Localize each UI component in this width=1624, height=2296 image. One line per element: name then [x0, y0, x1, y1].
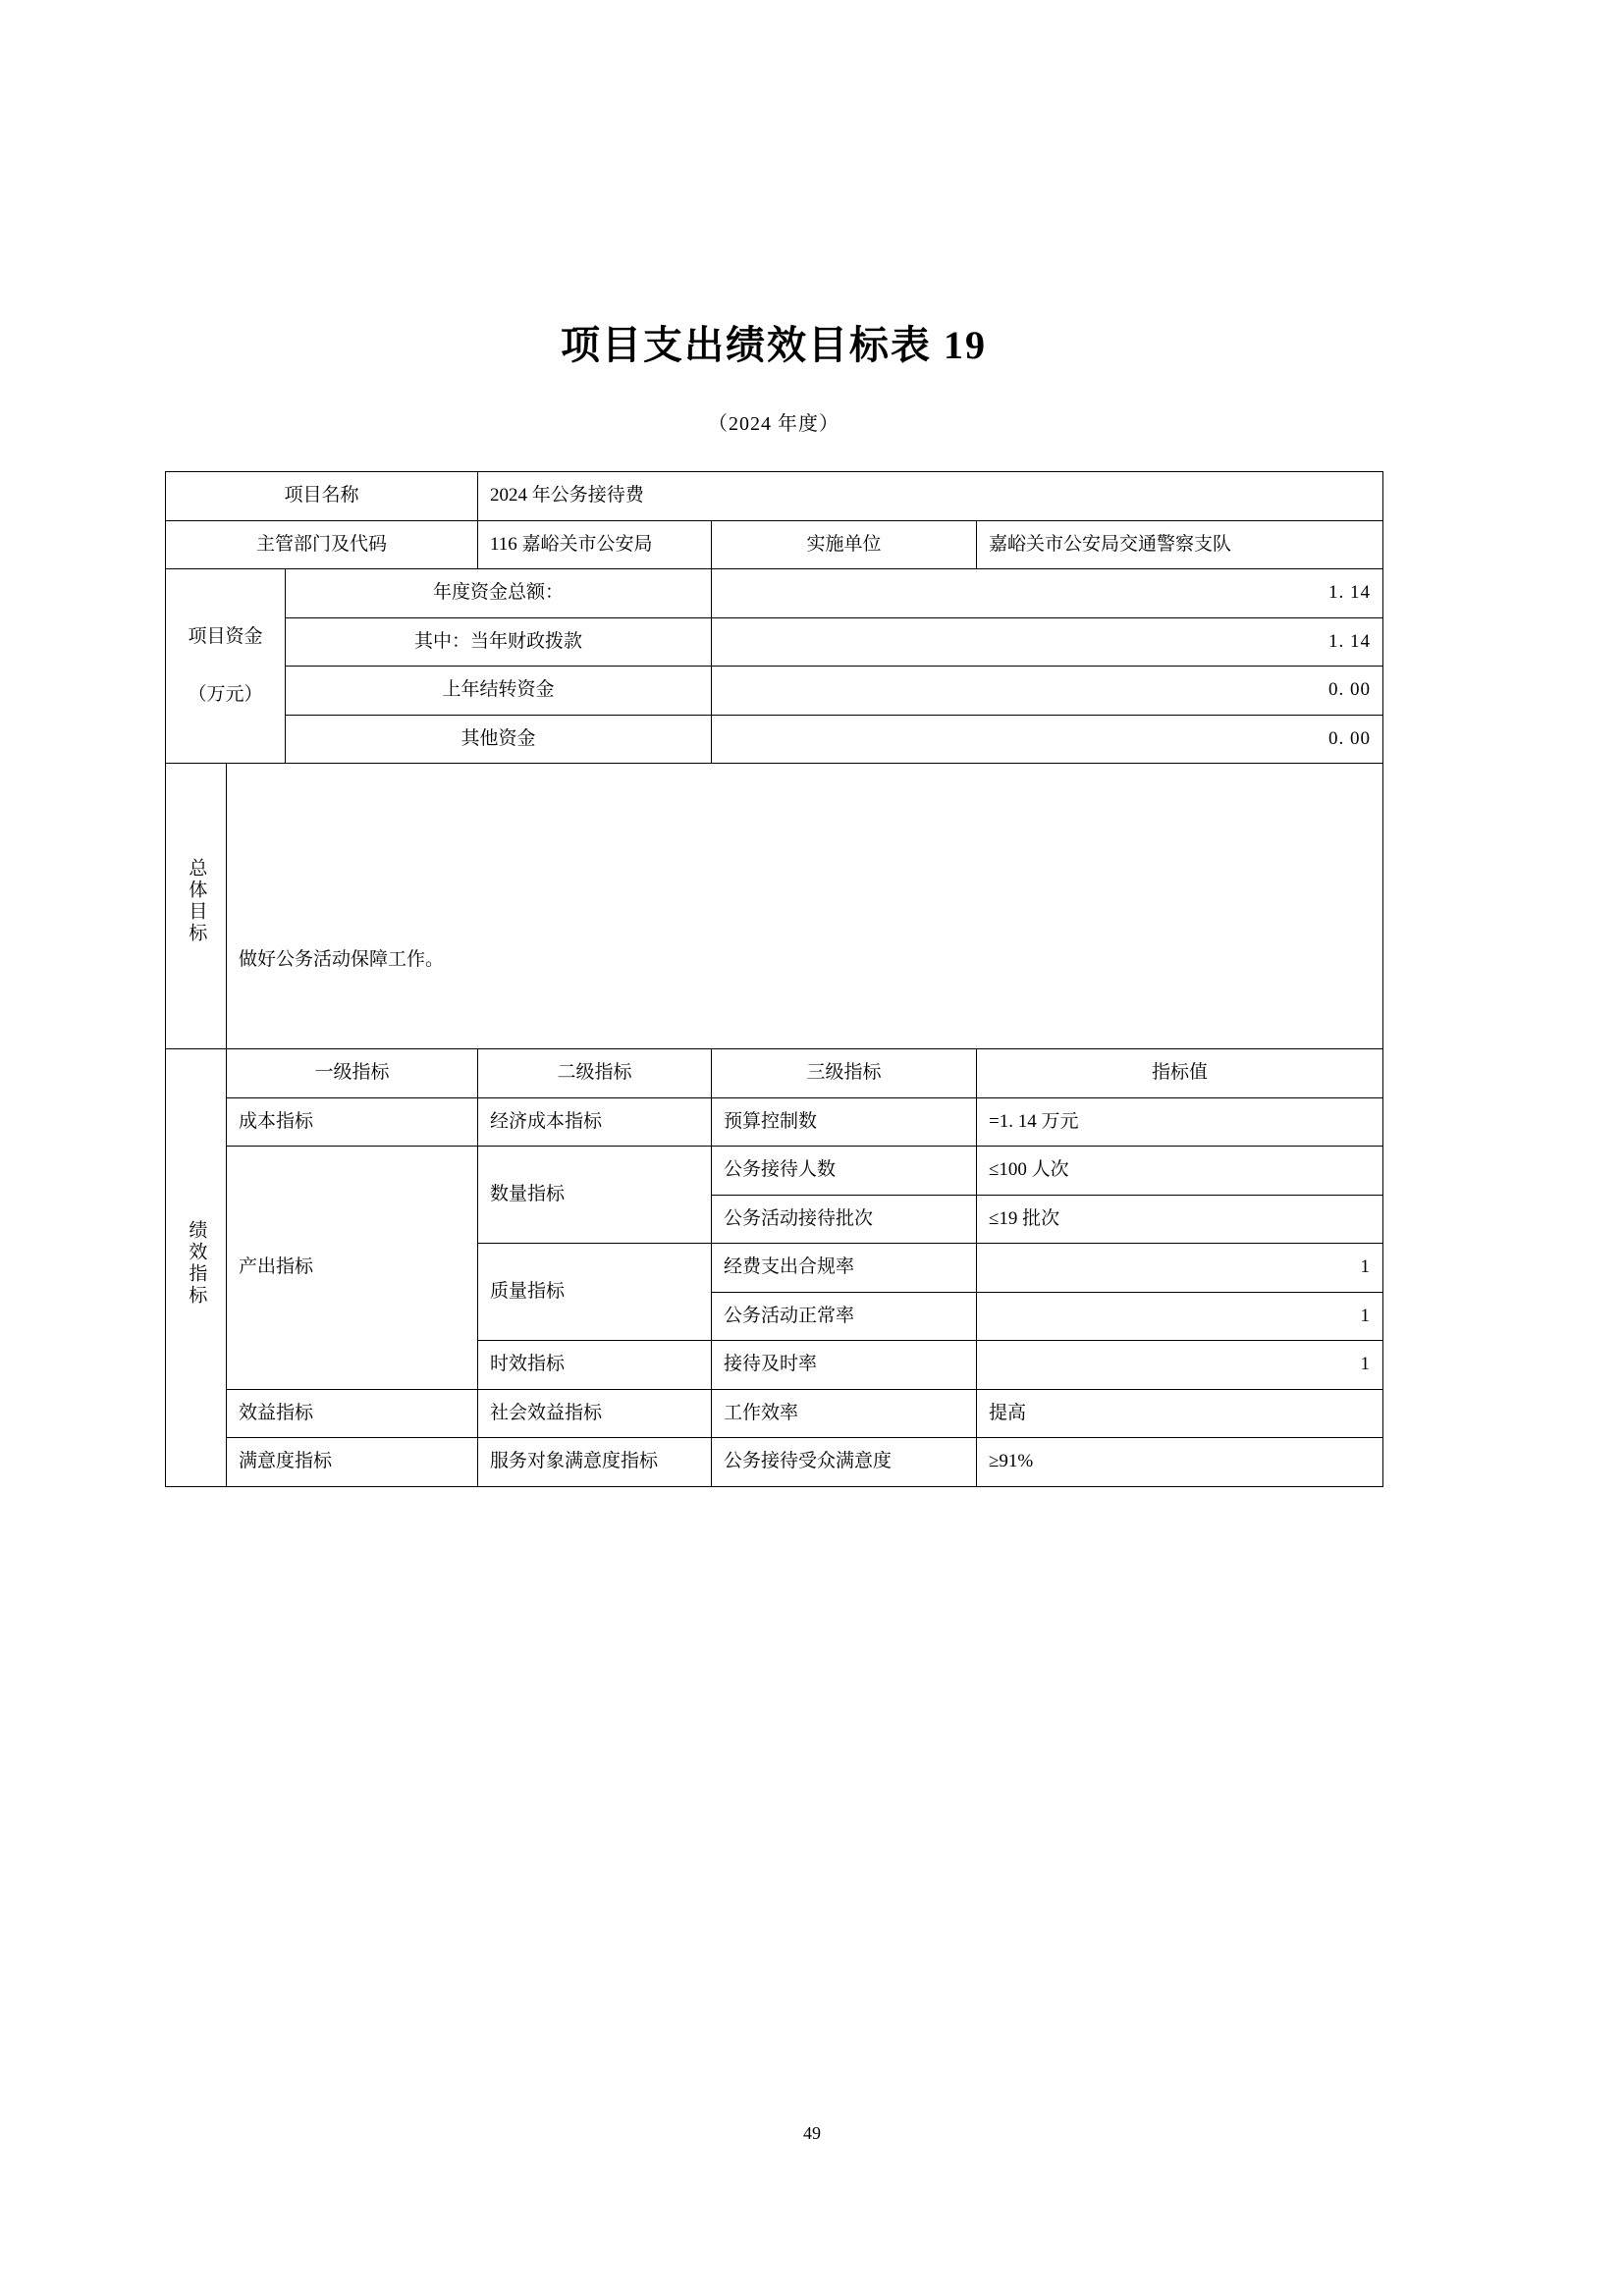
department-value: 116 嘉峪关市公安局 [478, 520, 712, 569]
table-row-overall-goal [166, 764, 1383, 1049]
indicator-level3: 预算控制数 [712, 1097, 977, 1147]
funds-row-value: 0. 00 [712, 715, 1383, 764]
page-content [165, 0, 1382, 1487]
indicator-value: ≥91% [977, 1438, 1383, 1487]
indicator-level2: 质量指标 [478, 1244, 712, 1341]
funds-row-name: 其中：当年财政拨款 [286, 617, 712, 667]
page-subtitle: （2024 年度） [708, 413, 839, 435]
project-funds-label-line2: （万元） [188, 683, 263, 705]
indicator-header-level1: 一级指标 [227, 1049, 478, 1098]
table-row-project-name [166, 472, 1383, 521]
overall-goal-label [166, 764, 227, 1049]
funds-row-name: 其他资金 [286, 715, 712, 764]
indicator-level1: 满意度指标 [227, 1438, 478, 1487]
indicator-value: 提高 [977, 1389, 1383, 1438]
implementation-unit-value: 嘉峪关市公安局交通警察支队 [977, 520, 1383, 569]
project-name-value: 2024 年公务接待费 [478, 472, 1383, 521]
indicator-header-level3: 三级指标 [712, 1049, 977, 1098]
funds-row-value: 1. 14 [712, 569, 1383, 618]
table-row-funds-total [166, 569, 1383, 618]
indicator-level2: 数量指标 [478, 1147, 712, 1244]
overall-goal-text-cell [227, 764, 1383, 1049]
indicator-level1: 产出指标 [227, 1147, 478, 1390]
funds-row-value: 1. 14 [712, 617, 1383, 667]
indicator-level3: 公务接待受众满意度 [712, 1438, 977, 1487]
indicator-level2: 时效指标 [478, 1341, 712, 1390]
indicator-value: 1 [977, 1292, 1383, 1341]
performance-target-table [165, 471, 1383, 1487]
funds-row-value: 0. 00 [712, 667, 1383, 716]
indicator-level2: 社会效益指标 [478, 1389, 712, 1438]
table-row-funds-carryover [166, 667, 1383, 716]
implementation-unit-label: 实施单位 [712, 520, 977, 569]
indicator-level1: 成本指标 [227, 1097, 478, 1147]
table-row-funds-other [166, 715, 1383, 764]
page-title: 项目支出绩效目标表 19 [561, 323, 987, 367]
indicator-level2: 服务对象满意度指标 [478, 1438, 712, 1487]
overall-goal-text: 做好公务活动保障工作。 [239, 948, 445, 970]
funds-row-name: 年度资金总额： [286, 569, 712, 618]
department-label: 主管部门及代码 [166, 520, 478, 569]
indicator-level3: 公务活动接待批次 [712, 1195, 977, 1244]
project-funds-label [166, 569, 286, 764]
indicator-level1: 效益指标 [227, 1389, 478, 1438]
page-number: 49 [803, 2123, 821, 2143]
project-funds-label-line1: 项目资金 [188, 626, 263, 647]
indicator-level3: 接待及时率 [712, 1341, 977, 1390]
table-row-funds-appropriation [166, 617, 1383, 667]
table-row-department [166, 520, 1383, 569]
table-row-indicator [166, 1147, 1383, 1196]
project-name-label: 项目名称 [166, 472, 478, 521]
indicator-level3: 工作效率 [712, 1389, 977, 1438]
indicator-value: 1 [977, 1341, 1383, 1390]
indicator-value: ≤100 人次 [977, 1147, 1383, 1196]
indicator-level3: 公务活动正常率 [712, 1292, 977, 1341]
overall-goal-label-text: 总体目标 [186, 858, 207, 945]
funds-row-name: 上年结转资金 [286, 667, 712, 716]
table-row-indicator [166, 1097, 1383, 1147]
indicator-level2: 经济成本指标 [478, 1097, 712, 1147]
indicator-value: ≤19 批次 [977, 1195, 1383, 1244]
indicator-level3: 公务接待人数 [712, 1147, 977, 1196]
indicator-header-value: 指标值 [977, 1049, 1383, 1098]
indicator-value: =1. 14 万元 [977, 1097, 1383, 1147]
indicator-header-level2: 二级指标 [478, 1049, 712, 1098]
table-row-indicator-header [166, 1049, 1383, 1098]
indicators-side-label [166, 1049, 227, 1487]
table-row-indicator [166, 1438, 1383, 1487]
indicators-side-label-text: 绩效指标 [186, 1219, 207, 1307]
indicator-level3: 经费支出合规率 [712, 1244, 977, 1293]
indicator-value: 1 [977, 1244, 1383, 1293]
table-row-indicator [166, 1389, 1383, 1438]
